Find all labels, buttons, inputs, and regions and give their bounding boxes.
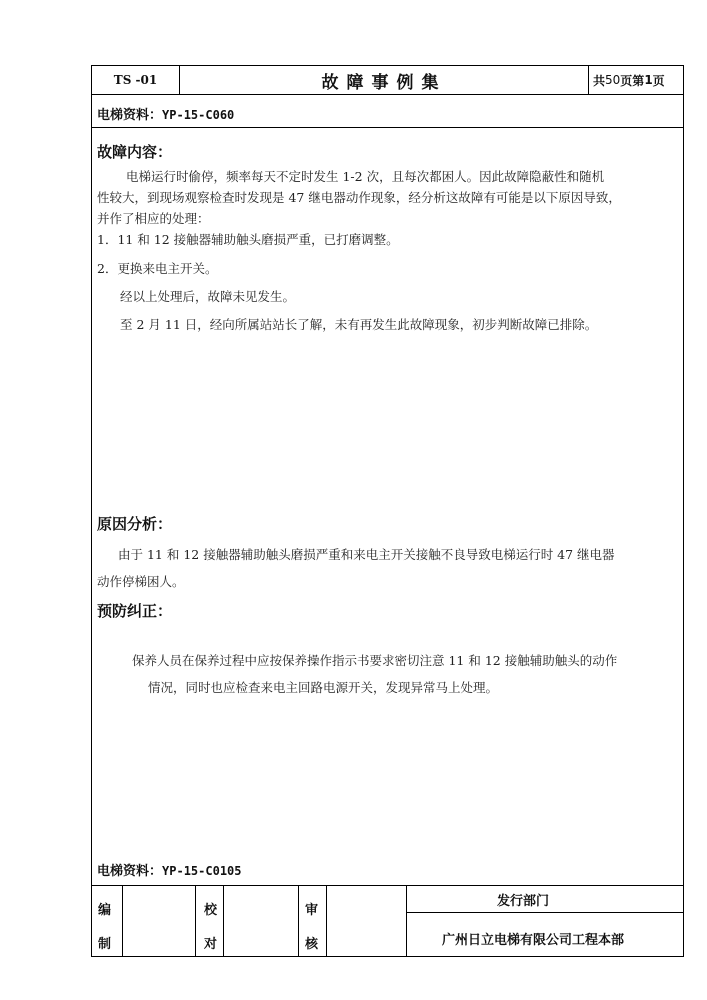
footer-col-divider-1 xyxy=(122,885,123,956)
model-bottom-label: 电梯资料： xyxy=(97,864,163,879)
label-bian: 编 xyxy=(98,903,112,918)
pages-prefix: 共 xyxy=(593,73,606,88)
fault-line-3: 并作了相应的处理： xyxy=(97,211,210,226)
cause-line-2: 动作停梯困人。 xyxy=(97,574,185,589)
label-he: 核 xyxy=(305,937,319,952)
header-row xyxy=(92,66,683,94)
footer-col-divider-2 xyxy=(195,885,196,956)
doc-code: TS -01 xyxy=(92,66,180,94)
cause-heading: 原因分析： xyxy=(97,515,173,533)
label-shen: 审 xyxy=(305,903,319,918)
model-bottom xyxy=(97,860,242,879)
dept-divider xyxy=(406,912,683,913)
page-count xyxy=(588,66,683,94)
approval-footer xyxy=(92,885,683,956)
document-frame xyxy=(91,65,684,957)
prevent-line-1: 保养人员在保养过程中应按保养操作指示书要求密切注意 11 和 12 接触辅助触头的动作 xyxy=(132,653,618,668)
footer-col-divider-3 xyxy=(223,885,224,956)
footer-col-divider-4 xyxy=(298,885,299,956)
model-top-label: 电梯资料： xyxy=(97,108,163,123)
prevent-heading: 预防纠正： xyxy=(97,602,173,620)
pages-total: 50 xyxy=(605,73,621,87)
model-divider xyxy=(92,127,683,128)
dept-name: 广州日立电梯有限公司工程本部 xyxy=(442,933,625,948)
doc-title: 故障事例集 xyxy=(321,72,447,93)
fault-heading: 故障内容： xyxy=(97,143,173,161)
page-no: 1 xyxy=(644,73,653,87)
fault-line-1: 电梯运行时偷停，频率每天不定时发生 1-2 次，且每次都困人。因此故障隐蔽性和随机 xyxy=(126,169,605,184)
dept-label: 发行部门 xyxy=(497,894,550,909)
fault-line-7: 至 2 月 11 日，经向所属站站长了解，未有再发生此故障现象，初步判断故障已排除。 xyxy=(120,317,598,332)
label-zhi: 制 xyxy=(98,937,112,952)
model-top xyxy=(97,104,234,123)
fault-line-5: 2．更换来电主开关。 xyxy=(97,261,218,276)
pages-suffix: 页 xyxy=(652,73,665,88)
footer-col-divider-6 xyxy=(406,885,407,956)
label-jiao: 校 xyxy=(204,903,218,918)
label-dui: 对 xyxy=(204,937,218,952)
fault-line-4: 1．11 和 12 接触器辅助触头磨损严重，已打磨调整。 xyxy=(97,232,399,247)
fault-line-6: 经以上处理后，故障未见发生。 xyxy=(120,289,296,304)
model-bottom-value: YP-15-C0105 xyxy=(162,864,242,878)
prevent-line-2: 情况，同时也应检查来电主回路电源开关，发现异常马上处理。 xyxy=(148,680,499,695)
footer-col-divider-5 xyxy=(326,885,327,956)
pages-mid: 页第 xyxy=(620,73,645,88)
header-divider xyxy=(92,94,683,95)
fault-line-2: 性较大，到现场观察检查时发现是 47 继电器动作现象，经分析这故障有可能是以下原因导致， xyxy=(97,190,621,205)
cause-line-1: 由于 11 和 12 接触器辅助触头磨损严重和来电主开关接触不良导致电梯运行时 47 继电器 xyxy=(118,547,615,562)
model-top-value: YP-15-C060 xyxy=(162,108,235,122)
